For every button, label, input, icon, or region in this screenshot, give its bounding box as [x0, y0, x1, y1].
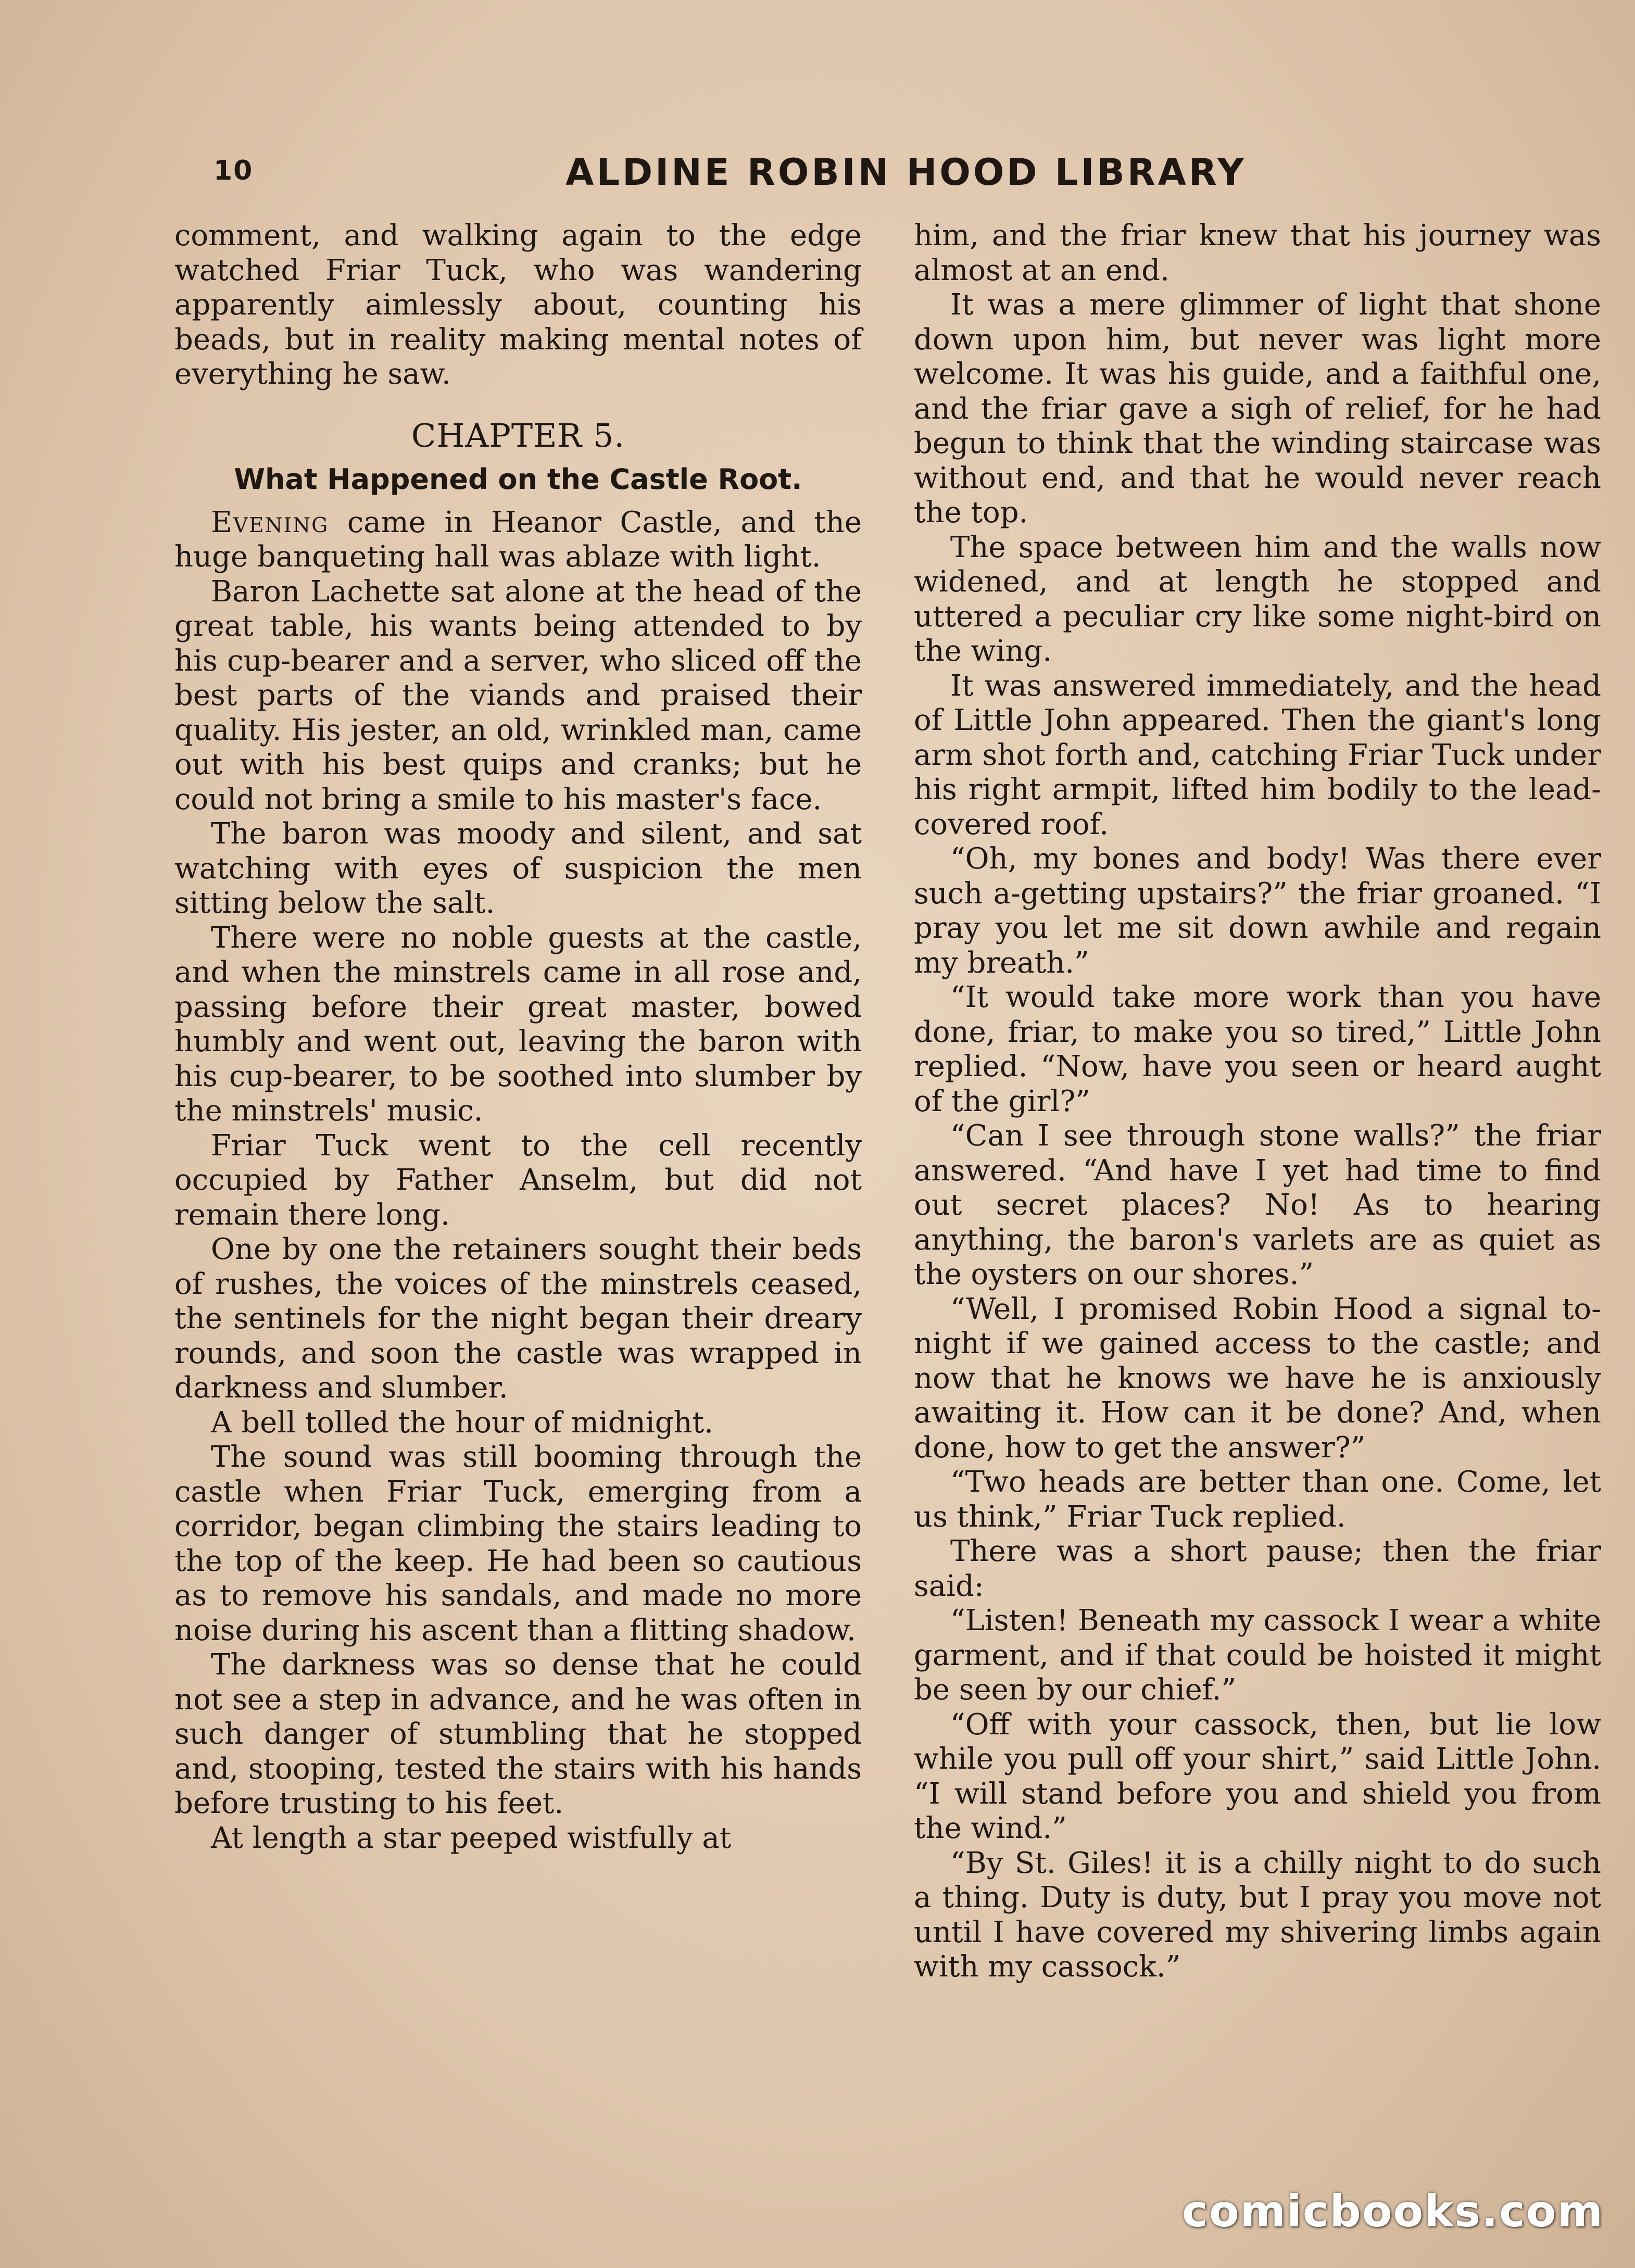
- paragraph: The sound was still booming through the castle when Friar Tuck, emerging from a corridor, began climbing the stairs leading to the top of the keep. He had been so cautious as to remove his sandals, and made no more noise during his ascent than a flitting shadow.: [174, 1440, 862, 1647]
- paragraph: Baron Lachette sat alone at the head of the great table, his wants being attended to by his cup-bearer and a server, who sliced off the best parts of the viands and praised their quality. His jester, an old, wrinkled man, came out with his best quips and cranks; but he could not bring a smile to his master's face.: [174, 574, 862, 816]
- paragraph: him, and the friar knew that his journey was almost at an end.: [914, 219, 1601, 287]
- watermark: comicbooks.com: [1182, 2186, 1604, 2237]
- page-header: [213, 151, 1286, 203]
- paragraph: “Listen! Beneath my cassock I wear a white garment, and if that could be hoisted it might be seen by our chief.”: [914, 1604, 1601, 1707]
- paragraph-text: came in Heanor Castle, and the huge banqueting hall was ablaze with light.: [174, 505, 862, 574]
- paragraph: A bell tolled the hour of midnight.: [211, 1405, 713, 1440]
- paragraph: [174, 506, 862, 575]
- left-column: [174, 219, 862, 1856]
- paragraph: There were no noble guests at the castle, and when the minstrels came in all rose and, passing before their great master, bowed humbly and went out, leaving the baron with his cup-bearer, to be soothed into slumber by the minstrels' music.: [174, 921, 862, 1128]
- right-column: [914, 219, 1601, 1985]
- paragraph: It was answered immediately, and the head of Little John appeared. Then the giant's long arm shot forth and, catching Friar Tuck under his right armpit, lifted him bodily to the lead-covered roof.: [914, 669, 1601, 841]
- paragraph: The darkness was so dense that he could not see a step in advance, and he was often in such danger of stumbling that he stopped and, stooping, tested the stairs with his hands before trusting to his feet.: [174, 1648, 862, 1820]
- paragraph: “By St. Giles! it is a chilly night to do such a thing. Duty is duty, but I pray you move not until I have covered my shivering limbs again with my cassock.”: [914, 1846, 1601, 1984]
- paragraph-lead-word: Evening: [211, 505, 329, 539]
- paragraph: It was a mere glimmer of light that shone down upon him, but never was light more welcome. It was his guide, and a faithful one, and the friar gave a sigh of relief, for he had begun to think that the winding staircase was without end, and that he would never reach the top.: [914, 288, 1601, 530]
- page-number: 10: [213, 155, 254, 186]
- paragraph: “Can I see through stone walls?” the friar answered. “And have I yet had time to find out secret places? No! As to hearing anything, the baron's varlets are as quiet as the oysters on our shores.”: [914, 1119, 1601, 1291]
- paragraph: At length a star peeped wistfully at: [211, 1821, 732, 1855]
- paragraph: “Well, I promised Robin Hood a signal to-night if we gained access to the castle; and now that he knows we have he is anxiously awaiting it. How can it be done? And, when done, how to get the answer?”: [914, 1292, 1601, 1465]
- paragraph: “Off with your cassock, then, but lie low while you pull off your shirt,” said Little John. “I will stand before you and shield you from the wind.”: [914, 1707, 1601, 1845]
- paragraph: Friar Tuck went to the cell recently occupied by Father Anselm, but did not remain there long.: [174, 1128, 862, 1232]
- paragraph: “Two heads are better than one. Come, let us think,” Friar Tuck replied.: [914, 1465, 1601, 1534]
- paragraph: The space between him and the walls now widened, and at length he stopped and uttered a peculiar cry like some night-bird on the wing.: [914, 530, 1601, 668]
- paragraph: comment, and walking again to the edge watched Friar Tuck, who was wandering apparently aimlessly about, counting his beads, but in reality making mental notes of everything he saw.: [174, 219, 862, 391]
- paragraph: There was a short pause; then the friar said:: [914, 1534, 1601, 1603]
- paragraph: “Oh, my bones and body! Was there ever such a-getting upstairs?” the friar groaned. “I pray you let me sit down awhile and regain my breath.”: [914, 842, 1601, 980]
- running-title: ALDINE ROBIN HOOD LIBRARY: [565, 151, 1247, 194]
- paragraph: The baron was moody and silent, and sat watching with eyes of suspicion the men sitting below the salt.: [174, 817, 862, 920]
- chapter-label: CHAPTER 5.: [411, 416, 625, 455]
- paragraph: “It would take more work than you have done, friar, to make you so tired,” Little John replied. “Now, have you seen or heard aught of the girl?”: [914, 980, 1601, 1118]
- chapter-title: What Happened on the Castle Root.: [234, 462, 802, 496]
- paragraph: One by one the retainers sought their beds of rushes, the voices of the minstrels ceased, the sentinels for the night began their dreary rounds, and soon the castle was wrapped in darkness and slumber.: [174, 1232, 862, 1405]
